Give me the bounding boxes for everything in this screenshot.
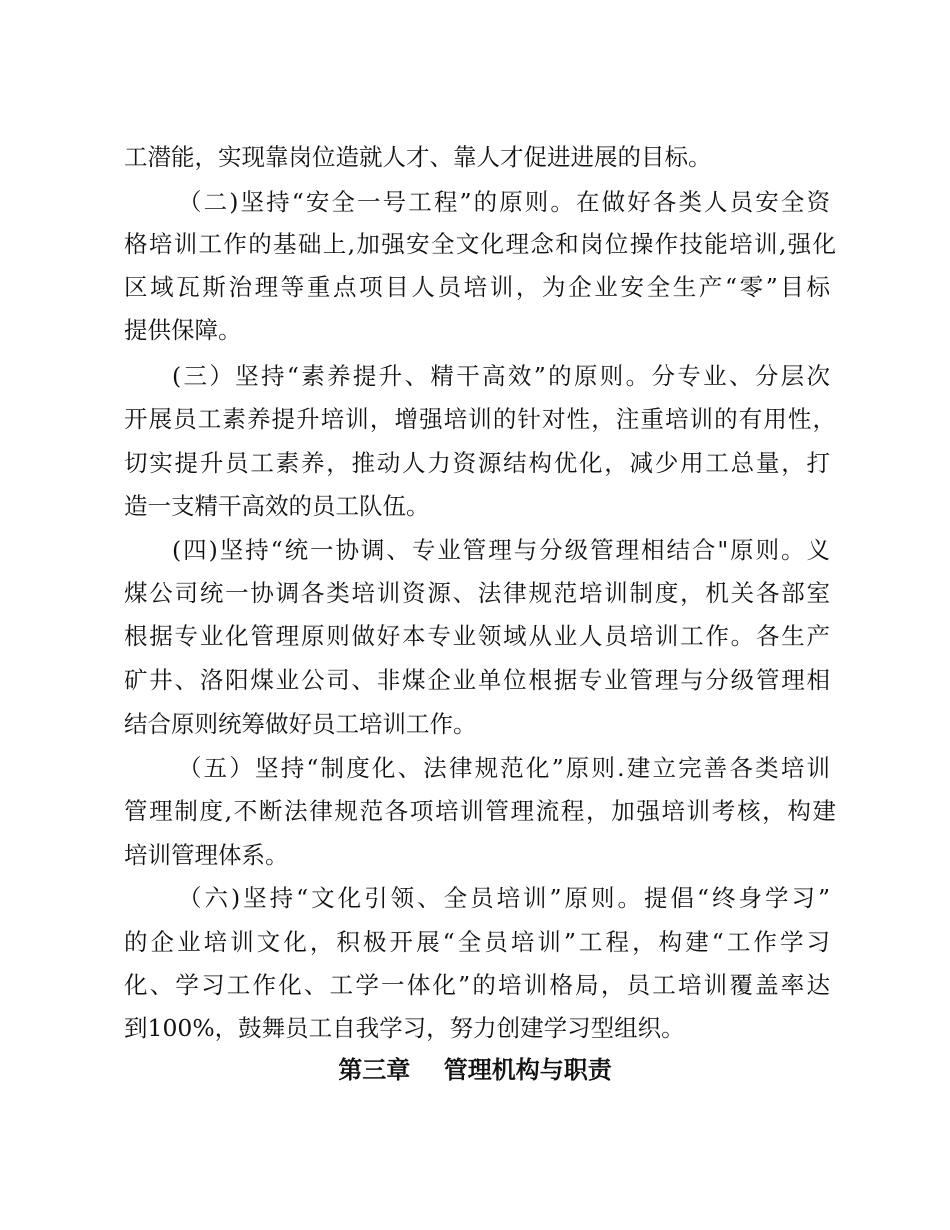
paragraph-1-line-1: 工潜能，实现靠岗位造就人才、靠人才促进进展的目标。 [124, 143, 712, 171]
paragraph-3-line-1: (三）坚持“素养提升、精干高效”的原则。分专业、分层次 [172, 362, 830, 390]
paragraph-3-line-3: 切实提升员工素养，推动人力资源结构优化，减少用工总量，打 [124, 449, 830, 477]
paragraph-5-line-1: （五）坚持“制度化、法律规范化”原则.建立完善各类培训 [178, 754, 830, 782]
paragraph-2-line-3: 区域瓦斯治理等重点项目人员培训，为企业安全生产“零”目标 [124, 273, 830, 301]
paragraph-5-line-3: 培训管理体系。 [124, 841, 289, 869]
paragraph-2-line-4: 提供保障。 [124, 316, 242, 344]
paragraph-5-line-2: 管理制度,不断法律规范各项培训管理流程，加强培训考核，构建 [124, 797, 836, 825]
paragraph-4-line-4: 矿井、洛阳煤业公司、非煤企业单位根据专业管理与分级管理相 [124, 666, 830, 694]
paragraph-4-line-3: 根据专业化管理原则做好本专业领域从业人员培训工作。各生产 [124, 622, 830, 650]
paragraph-4-line-2: 煤公司统一协调各类培训资源、法律规范培训制度，机关各部室 [124, 579, 830, 607]
paragraph-2-line-1: （二)坚持“安全一号工程”的原则。在做好各类人员安全资 [178, 188, 830, 216]
paragraph-6-line-4: 到100%，鼓舞员工自我学习，努力创建学习型组织。 [124, 1014, 685, 1042]
paragraph-6-line-2: 的企业培训文化，积极开展“全员培训”工程，构建“工作学习 [124, 928, 830, 956]
paragraph-4-line-5: 结合原则统筹做好员工培训工作。 [124, 710, 477, 738]
paragraph-3-line-4: 造一支精干高效的员工队伍。 [124, 492, 430, 520]
paragraph-6-line-3: 化、学习工作化、工学一体化”的培训格局，员工培训覆盖率达 [124, 971, 830, 999]
paragraph-2-line-2: 格培训工作的基础上,加强安全文化理念和岗位操作技能培训,强化 [124, 230, 836, 258]
chapter-heading: 第三章 管理机构与职责 [338, 1056, 612, 1084]
paragraph-3-line-2: 开展员工素养提升培训，增强培训的针对性，注重培训的有用性， [124, 405, 836, 433]
paragraph-6-line-1: （六)坚持“文化引领、全员培训”原则。提倡“终身学习” [178, 884, 830, 912]
paragraph-4-line-1: (四)坚持“统一协调、专业管理与分级管理相结合"原则。义 [172, 536, 830, 564]
